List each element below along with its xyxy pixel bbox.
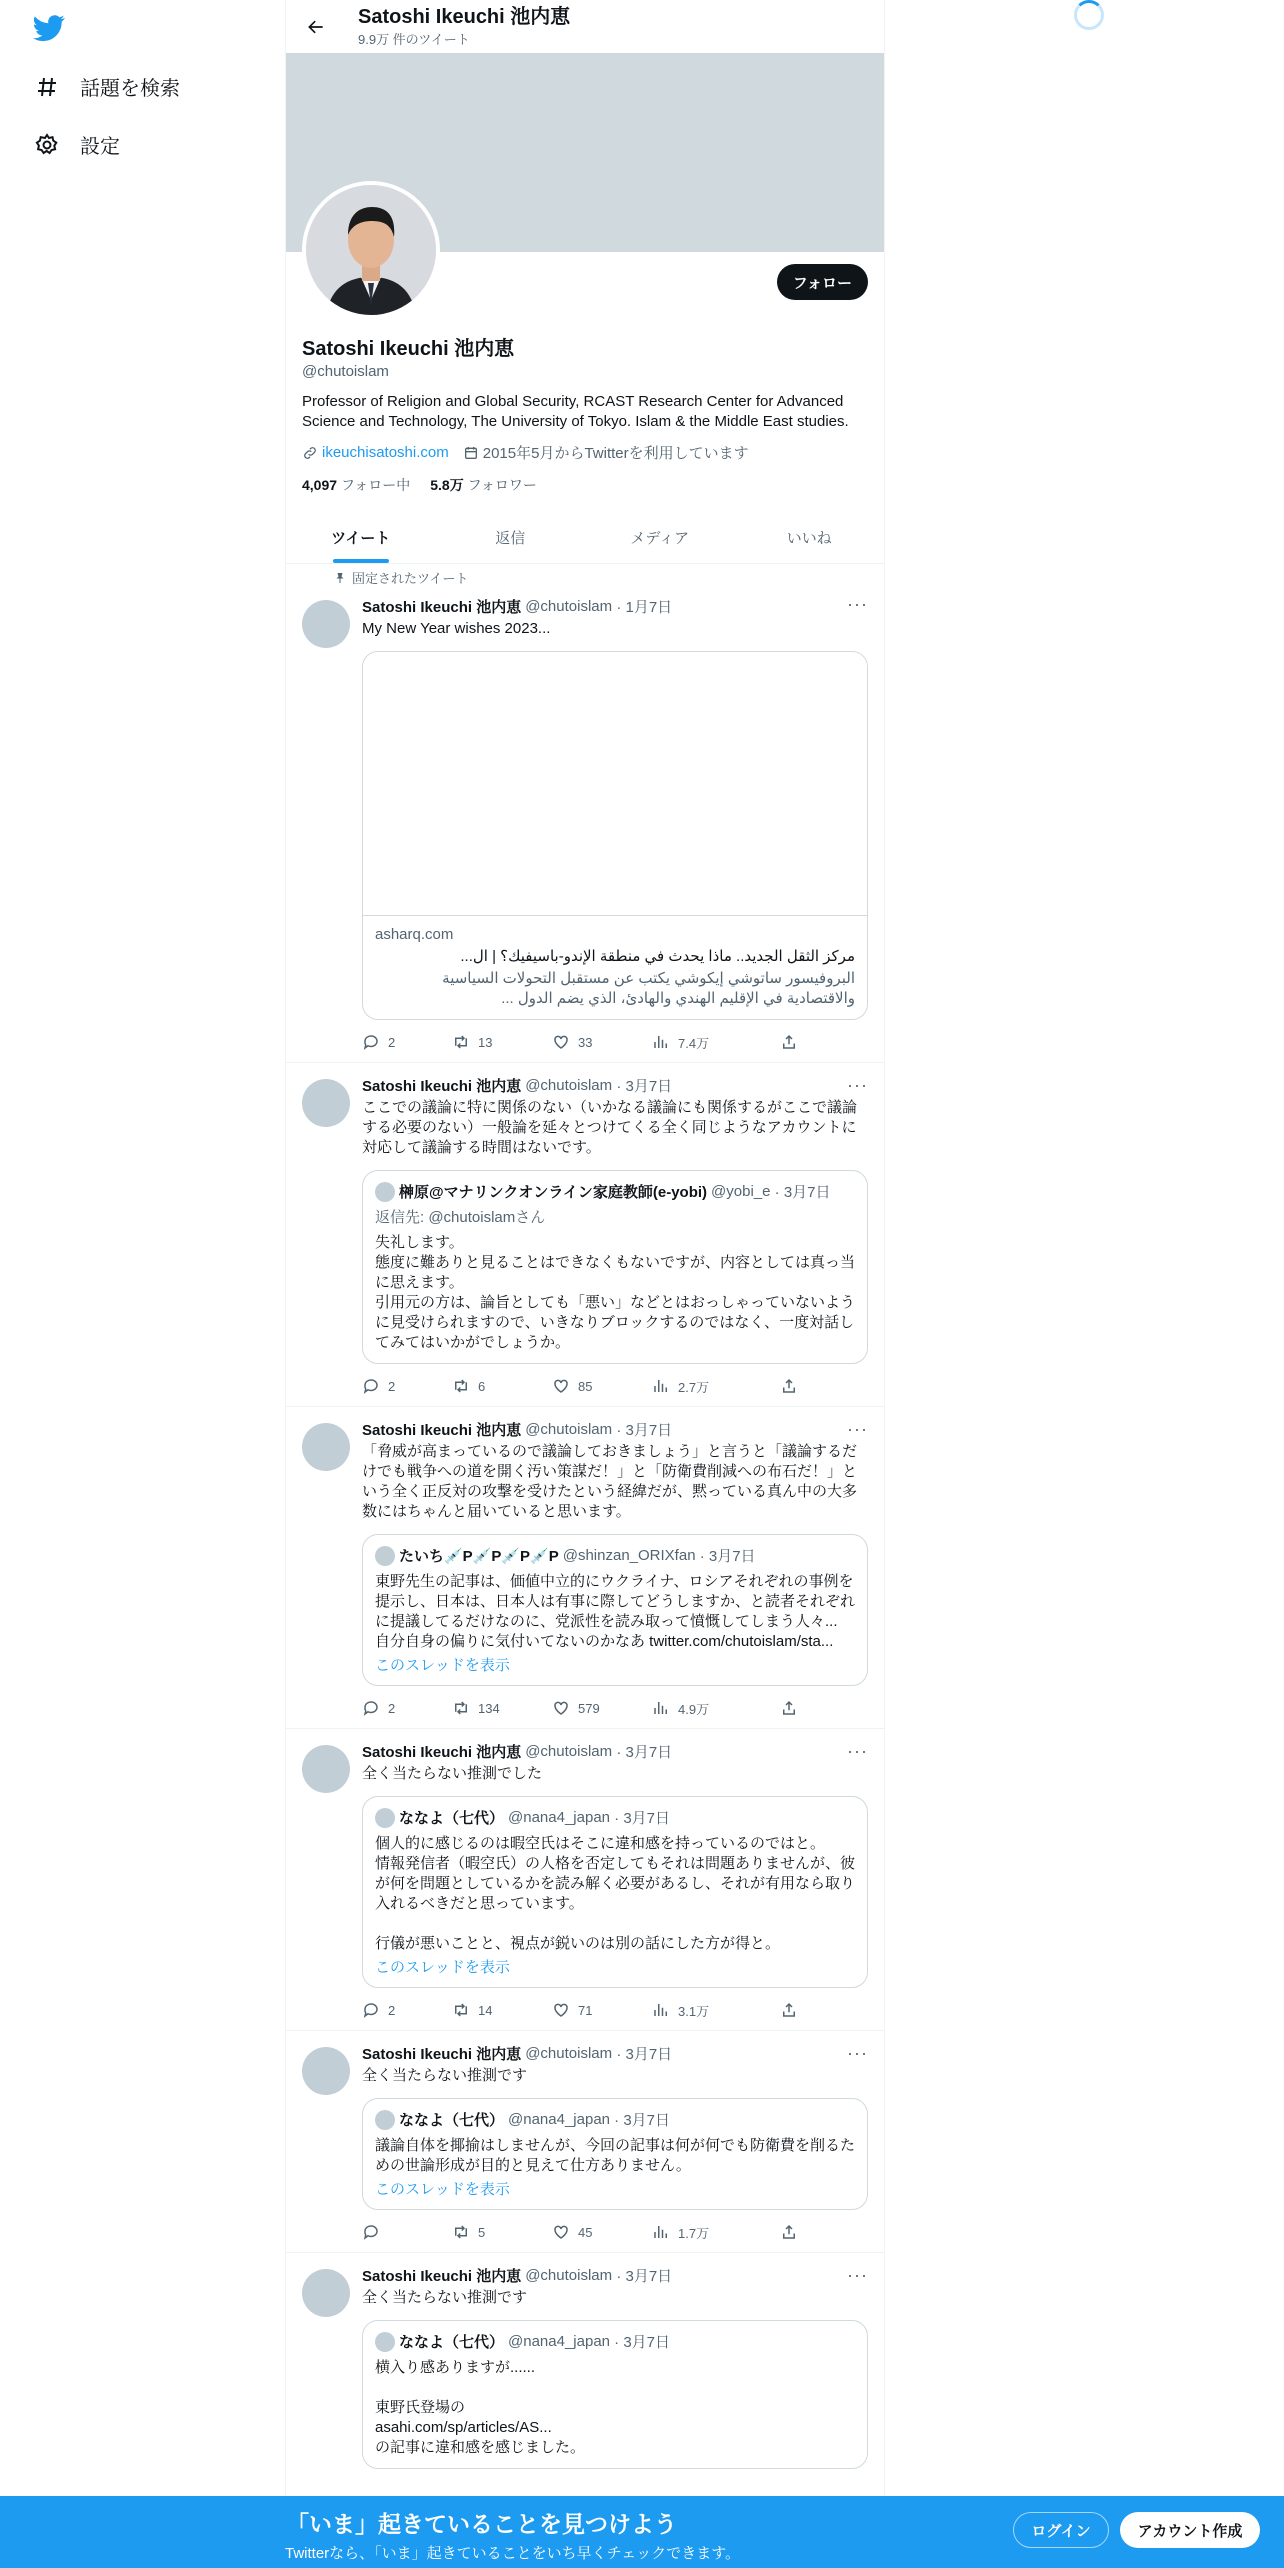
loading-spinner-icon (1074, 0, 1104, 30)
tweet-actions (362, 2000, 868, 2020)
views-button[interactable]: 3.1万 (652, 2001, 780, 2020)
heart-icon (552, 2001, 570, 2019)
like-button[interactable]: 33 (552, 1033, 652, 1051)
tweet-actions (362, 1698, 868, 1718)
tweet-author-name[interactable]: Satoshi Ikeuchi 池内恵 (362, 1422, 522, 1439)
header-name: Satoshi Ikeuchi 池内恵 (358, 6, 571, 28)
views-chart-icon (652, 2223, 670, 2241)
quoted-date: · 3月7日 (774, 1184, 831, 1201)
nav-explore-label: 話題を検索 (80, 78, 180, 100)
signup-banner-title: 「いま」起きていることを見つけよう (286, 2511, 677, 2537)
views-button[interactable]: 4.9万 (652, 1699, 780, 1718)
reply-button[interactable]: 2 (362, 2001, 452, 2019)
tweet-author-handle: @chutoislam (525, 598, 613, 615)
tab-tweets[interactable]: ツイート (286, 511, 436, 563)
more-options-icon[interactable]: ··· (847, 2043, 868, 2063)
retweet-button[interactable]: 5 (452, 2223, 552, 2241)
tweet-text: ここでの議論に特に関係のない（いかなる議論にも関係するがここで議論する必要のない）一般論を延々とつけてくる全く同じようなアカウントに対応して議論する時間はないです。 (362, 1099, 858, 1156)
link-card-title: مركز الثقل الجديد.. ماذا يحدث في منطقة الإندو-باسيفيك؟ | ال... (460, 948, 855, 965)
reply-icon (362, 1699, 380, 1717)
share-icon (780, 2223, 798, 2241)
quoted-avatar (375, 2110, 395, 2130)
quoted-tweet[interactable] (362, 1796, 868, 1988)
tweet-text: My New Year wishes 2023... (362, 620, 551, 637)
tweet-date[interactable]: · 3月7日 (616, 2268, 673, 2285)
reply-button[interactable]: 2 (362, 1377, 452, 1395)
heart-icon (552, 1699, 570, 1717)
quoted-avatar (375, 1182, 395, 1202)
nav-settings-label: 設定 (80, 136, 120, 158)
avatar[interactable] (302, 1079, 350, 1127)
more-options-icon[interactable]: ··· (847, 1419, 868, 1439)
tweet-author-name[interactable]: Satoshi Ikeuchi 池内恵 (362, 1078, 522, 1095)
profile-name: Satoshi Ikeuchi 池内恵 (302, 338, 515, 360)
reply-icon (362, 1033, 380, 1051)
profile-avatar[interactable] (302, 181, 440, 319)
following-stat[interactable]: 4,097 フォロー中 (302, 477, 411, 493)
profile-handle: @chutoislam (302, 363, 389, 380)
more-options-icon[interactable]: ··· (847, 1075, 868, 1095)
quoted-text: 個人的に感じるのは暇空氏はそこに違和感を持っているのではと。 情報発信者（暇空氏）の人格を否定してもそれは問題ありませんが、彼が何を問題としているかを読み解く必要があるし、それが有用なら取り入れるべきだと思っています。 行儀が悪いことと、視点が鋭いのは別の話にした方が得と。 (375, 1835, 856, 1952)
tweet-date[interactable]: · 3月7日 (616, 1078, 673, 1095)
quoted-reply-to: 返信先: @chutoislamさん (375, 1209, 546, 1226)
reply-button[interactable]: 2 (362, 1033, 452, 1051)
like-button[interactable]: 85 (552, 1377, 652, 1395)
views-chart-icon (652, 1699, 670, 1717)
retweet-icon (452, 1699, 470, 1717)
hashtag-icon (34, 74, 60, 100)
back-button[interactable] (298, 9, 334, 45)
reply-icon (362, 2001, 380, 2019)
retweet-button[interactable]: 6 (452, 1377, 552, 1395)
tweet-author-name[interactable]: Satoshi Ikeuchi 池内恵 (362, 2268, 522, 2285)
quoted-author-handle: @nana4_japan (508, 2333, 610, 2350)
avatar[interactable] (302, 1745, 350, 1793)
share-button[interactable] (780, 2001, 798, 2019)
avatar[interactable] (302, 2269, 350, 2317)
tweet-text: 全く当たらない推測です (362, 2289, 528, 2306)
views-chart-icon (652, 1377, 670, 1395)
share-icon (780, 1033, 798, 1051)
quoted-date: · 3月7日 (614, 2334, 671, 2351)
heart-icon (552, 2223, 570, 2241)
quoted-author-name: ななよ（七代） (399, 2112, 505, 2129)
quoted-text: 東野先生の記事は、価値中立的にウクライナ、ロシアそれぞれの事例を提示し、日本は、日本人は有事に際してどうしますか、と読者それぞれに提議してるだけなのに、党派性を読み取って憤慨してしまう人々... 自分自身の偏りに気付いてないのかなあ twitter.com/chutoislam/sta... (375, 1573, 856, 1650)
profile-website-link[interactable]: ikeuchisatoshi.com (322, 444, 449, 461)
gear-icon (34, 132, 60, 158)
more-options-icon[interactable]: ··· (847, 1741, 868, 1761)
quoted-avatar (375, 1546, 395, 1566)
heart-icon (552, 1033, 570, 1051)
tweet-date[interactable]: · 3月7日 (616, 1744, 673, 1761)
followers-stat[interactable]: 5.8万 フォロワー (430, 477, 537, 493)
more-options-icon[interactable]: ··· (847, 594, 868, 614)
link-card-description: البروفيسور ساتوشي إيكوشي يكتب عن مستقبل التحولات السياسية والاقتصادية في الإقليم الهندي والهادئ، الذي يضم الدول ... (442, 970, 855, 1007)
quoted-author-name: 榊原@マナリンクオンライン家庭教師(e-yobi) (399, 1184, 708, 1201)
like-button[interactable]: 71 (552, 2001, 652, 2019)
tweet[interactable] (286, 1063, 884, 1407)
retweet-icon (452, 1033, 470, 1051)
share-button[interactable] (780, 1699, 798, 1717)
show-thread-link[interactable]: このスレッドを表示 (375, 2181, 510, 2198)
tweet-text: 「脅威が高まっているので議論しておきましょう」と言うと「議論するだけでも戦争への道を開く汚い策謀だ！」と「防衛費削減への布石だ！」という全く正反対の攻撃を受けたという経緯だが、黙っている真ん中の大多数にはちゃんと届いていると思います。 (362, 1443, 858, 1520)
reply-icon (362, 2223, 380, 2241)
follow-button[interactable]: フォロー (777, 264, 868, 300)
tab-likes[interactable]: いいね (786, 529, 832, 547)
avatar[interactable] (302, 2047, 350, 2095)
nav-explore[interactable] (34, 72, 180, 101)
reply-button[interactable]: 2 (362, 1699, 452, 1717)
profile-joined-date: 2015年5月からTwitterを利用しています (482, 445, 749, 462)
tweet[interactable] (286, 1729, 884, 2031)
profile-column (285, 0, 885, 2568)
more-options-icon[interactable]: ··· (847, 2265, 868, 2285)
tweet-author-handle: @chutoislam (525, 2045, 613, 2062)
tweet-author-handle: @chutoislam (525, 1421, 613, 1438)
share-icon (780, 1699, 798, 1717)
profile-info (286, 337, 884, 495)
views-chart-icon (652, 1033, 670, 1051)
quoted-author-name: たいち💉P💉P💉P💉P (399, 1548, 559, 1565)
pinned-tweet-label: 固定されたツイート (334, 568, 468, 587)
quoted-avatar (375, 2332, 395, 2352)
quoted-author-name: ななよ（七代） (399, 1810, 505, 1827)
reply-icon (362, 1377, 380, 1395)
quoted-tweet[interactable] (362, 2320, 868, 2469)
quoted-date: · 3月7日 (614, 1810, 671, 1827)
tweet[interactable] (286, 1407, 884, 1729)
quoted-text: 横入り感ありますが...... 東野氏登場の asahi.com/sp/articles/AS... の記事に違和感を感じました。 (375, 2359, 586, 2456)
tweet-author-handle: @chutoislam (525, 2267, 613, 2284)
like-button[interactable]: 45 (552, 2223, 652, 2241)
tab-media[interactable]: メディア (630, 529, 690, 547)
tweet-text: 全く当たらない推測です (362, 2067, 528, 2084)
tweet[interactable] (286, 564, 884, 1063)
quoted-author-name: ななよ（七代） (399, 2334, 505, 2351)
nav-settings[interactable] (34, 130, 120, 159)
tweet-author-name[interactable]: Satoshi Ikeuchi 池内恵 (362, 2046, 522, 2063)
retweet-icon (452, 2223, 470, 2241)
arrow-left-icon (306, 17, 326, 37)
tweet-author-name[interactable]: Satoshi Ikeuchi 池内恵 (362, 1744, 522, 1761)
tweet-text: 全く当たらない推測でした (362, 1765, 543, 1782)
profile-header-bar (286, 0, 884, 53)
quoted-author-handle: @nana4_japan (508, 1809, 610, 1826)
retweet-icon (452, 2001, 470, 2019)
calendar-icon (463, 445, 479, 461)
reply-button[interactable] (362, 2223, 452, 2241)
tweet-actions (362, 1376, 868, 1396)
tweet-actions (362, 1032, 868, 1052)
share-button[interactable] (780, 1033, 798, 1051)
heart-icon (552, 1377, 570, 1395)
twitter-bird-icon[interactable] (33, 12, 65, 44)
views-chart-icon (652, 2001, 670, 2019)
profile-photo (306, 185, 436, 315)
quoted-date: · 3月7日 (699, 1548, 756, 1565)
tweet-author-handle: @chutoislam (525, 1077, 613, 1094)
share-icon (780, 2001, 798, 2019)
quoted-date: · 3月7日 (614, 2112, 671, 2129)
tweet-date[interactable]: · 1月7日 (616, 599, 673, 616)
signup-banner-subtitle: Twitterなら、「いま」起きていることをいち早くチェックできます。 (285, 2545, 741, 2562)
tweet-date[interactable]: · 3月7日 (616, 1422, 673, 1439)
share-button[interactable] (780, 2223, 798, 2241)
quoted-author-handle: @nana4_japan (508, 2111, 610, 2128)
quoted-text: 失礼します。 態度に難ありと見ることはできなくもないですが、内容としては真っ当に思えます。 引用元の方は、論旨としても「悪い」などとはおっしゃっていないように見受けられますので、いきなりブロックするのではなく、一度対話してみてはいかがでしょうか。 (375, 1234, 856, 1351)
link-card-domain: asharq.com (375, 926, 454, 943)
views-button[interactable]: 7.4万 (652, 1033, 780, 1052)
quoted-author-handle: @shinzan_ORIXfan (562, 1547, 696, 1564)
header-tweet-count: 9.9万 件のツイート (358, 32, 470, 47)
link-card[interactable] (362, 651, 868, 1020)
signup-banner (0, 2496, 1284, 2568)
tweet-date[interactable]: · 3月7日 (616, 2046, 673, 2063)
retweet-button[interactable]: 14 (452, 2001, 552, 2019)
quoted-tweet[interactable] (362, 2098, 868, 2210)
link-icon (302, 445, 318, 461)
avatar[interactable] (302, 600, 350, 648)
tab-replies[interactable]: 返信 (495, 529, 526, 547)
avatar[interactable] (302, 1423, 350, 1471)
tweet[interactable] (286, 2031, 884, 2253)
retweet-icon (452, 1377, 470, 1395)
tweet-author-name[interactable]: Satoshi Ikeuchi 池内恵 (362, 599, 522, 616)
link-card-image (363, 652, 867, 916)
quoted-author-handle: @yobi_e (711, 1183, 771, 1200)
tweet-author-handle: @chutoislam (525, 1743, 613, 1760)
tweet-actions (362, 2222, 868, 2242)
tweet[interactable] (286, 2253, 884, 2479)
views-button[interactable]: 2.7万 (652, 1377, 780, 1396)
quoted-text: 議論自体を揶揄はしませんが、今回の記事は何が何でも防衛費を削るための世論形成が目的と見えて仕方ありません。 (375, 2137, 856, 2174)
like-button[interactable]: 579 (552, 1699, 652, 1717)
share-button[interactable] (780, 1377, 798, 1395)
profile-tabs (286, 511, 884, 564)
views-button[interactable]: 1.7万 (652, 2223, 780, 2242)
share-icon (780, 1377, 798, 1395)
pin-icon (334, 572, 346, 584)
profile-bio: Professor of Religion and Global Security, RCAST Research Center for Advanced Science and Technology, The University of Tokyo. Islam & the Middle East studies. (302, 393, 849, 430)
quoted-tweet[interactable] (362, 1534, 868, 1686)
quoted-avatar (375, 1808, 395, 1828)
show-thread-link[interactable]: このスレッドを表示 (375, 1959, 510, 1976)
retweet-button[interactable]: 13 (452, 1033, 552, 1051)
quoted-tweet[interactable] (362, 1170, 868, 1364)
show-thread-link[interactable]: このスレッドを表示 (375, 1657, 510, 1674)
retweet-button[interactable]: 134 (452, 1699, 552, 1717)
login-button[interactable]: ログイン (1013, 2512, 1109, 2548)
signup-button[interactable]: アカウント作成 (1120, 2512, 1260, 2548)
